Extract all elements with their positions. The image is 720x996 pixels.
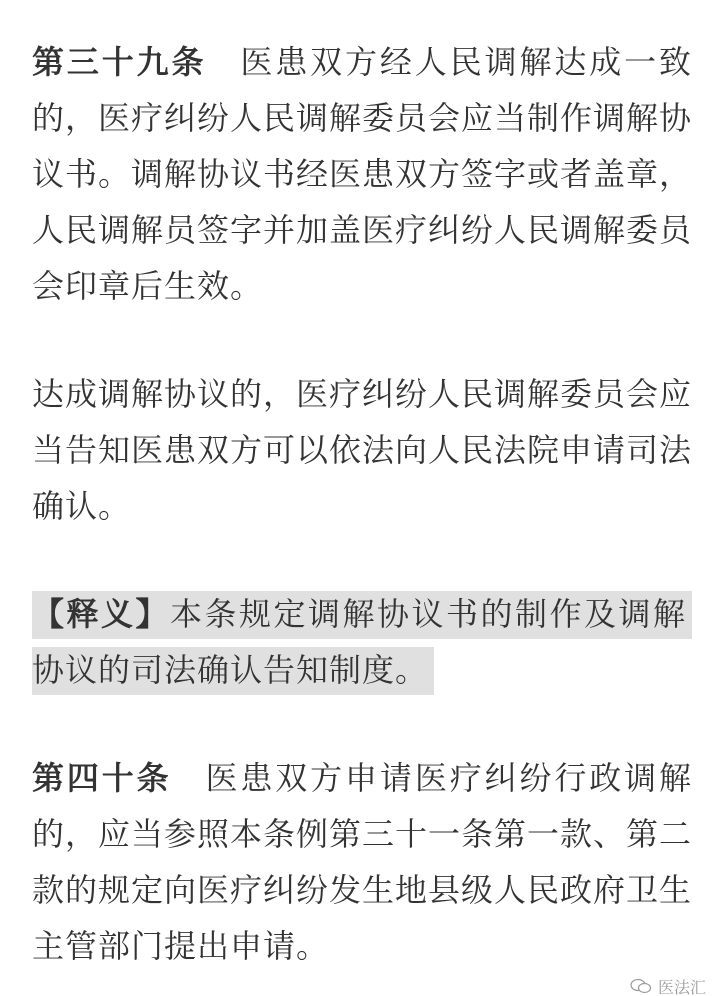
- watermark-text: 医法汇: [657, 977, 706, 996]
- article-40-number: 第四十条: [32, 759, 172, 797]
- paragraph-spacer: [32, 314, 692, 366]
- interpretation-paragraph: [32, 586, 692, 698]
- article-40-text: 医患双方申请医疗纠纷行政调解的，应当参照本条例第三十一条第一款、第二款的规定向医疗纠纷发生地县级人民政府卫生主管部门提出申请。: [32, 759, 693, 965]
- article-39-text: 医患双方经人民调解达成一致的，医疗纠纷人民调解委员会应当制作调解协议书。调解协议书经医患双方签字或者盖章，人民调解员签字并加盖医疗纠纷人民调解委员会印章后生效。: [32, 43, 693, 305]
- article-39-number: 第三十九条: [32, 43, 207, 81]
- article-39-paragraph: [32, 34, 692, 314]
- article-39-second-paragraph: 达成调解协议的，医疗纠纷人民调解委员会应当告知医患双方可以依法向人民法院申请司法确认。: [32, 375, 693, 525]
- interpretation-label: 【释义】: [32, 595, 170, 633]
- paragraph-spacer: [32, 698, 692, 750]
- article-40-paragraph: [32, 750, 692, 974]
- source-watermark: [630, 976, 706, 996]
- wechat-icon: [630, 978, 652, 994]
- interpretation-text: 本条规定调解协议书的制作及调解协议的司法确认告知制度。: [32, 595, 686, 689]
- document-body: [32, 34, 692, 974]
- paragraph-spacer: [32, 534, 692, 586]
- interpretation-highlight: [32, 591, 692, 695]
